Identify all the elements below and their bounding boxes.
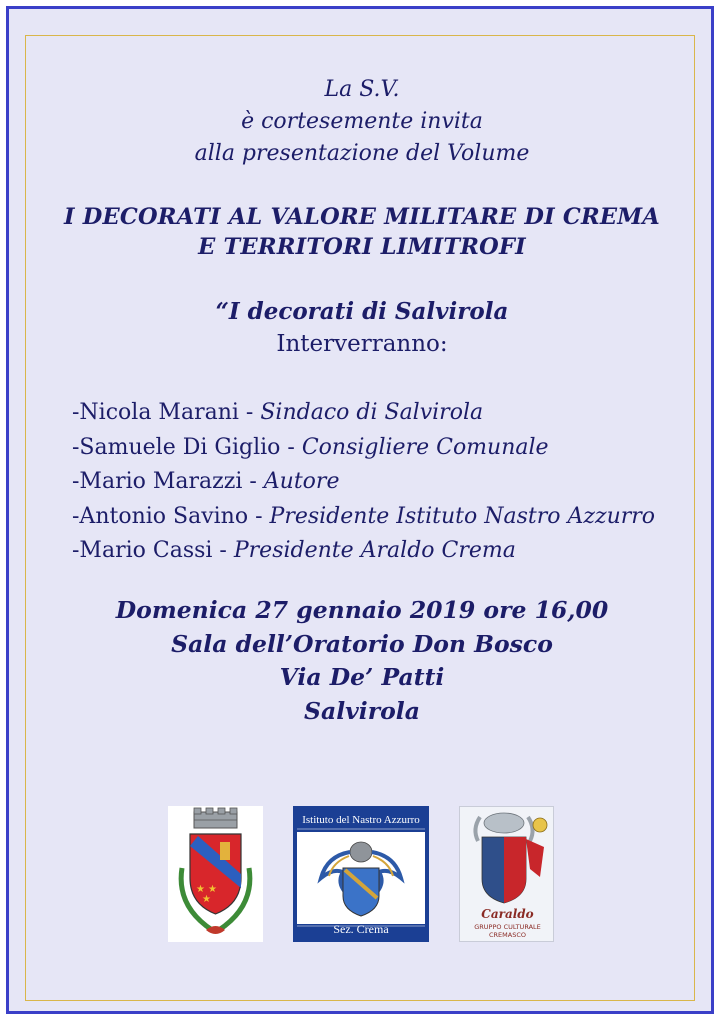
nastro-logo-title: Istituto del Nastro Azzurro (302, 814, 420, 826)
event-details (0, 594, 724, 728)
svg-text:★: ★ (202, 894, 211, 905)
speaker-role: Sindaco di Salvirola (260, 400, 484, 425)
salvirola-coat-of-arms-logo (168, 806, 263, 942)
svg-text:★: ★ (196, 884, 205, 895)
speaker-name: -Nicola Marani - (72, 400, 261, 425)
book-title-line-2: E TERRITORI LIMITROFI (198, 234, 526, 260)
speaker-role: Autore (263, 469, 340, 495)
speaker-row (72, 500, 655, 535)
speaker-role: Presidente Istituto Nastro Azzurro (269, 503, 656, 529)
nastro-logo-section: Sez. Crema (333, 922, 389, 936)
event-venue: Sala dell’Oratorio Don Bosco (171, 629, 553, 658)
event-town: Salvirola (304, 696, 420, 725)
nastro-azzurro-logo (293, 806, 429, 942)
coat-of-arms-icon (168, 806, 263, 942)
speaker-role: Consigliere Comunale (301, 434, 549, 460)
araldo-logo-name: Caraldo (481, 907, 534, 921)
speaker-row (72, 534, 655, 569)
subtitle: “I decorati di Salvirola (215, 298, 509, 325)
araldo-crema-logo (459, 806, 554, 942)
speaker-row (72, 431, 655, 466)
speaker-row (72, 465, 655, 500)
intro-text (0, 74, 724, 170)
speaker-name: -Samuele Di Giglio - (72, 434, 302, 460)
araldo-logo-line-1: GRUPPO CULTURALE (474, 923, 541, 931)
speaker-name: -Mario Cassi - (72, 538, 234, 564)
intro-line-1: La S.V. (324, 77, 400, 102)
event-date: Domenica 27 gennaio 2019 ore 16,00 (115, 596, 609, 624)
book-title-line-1: I DECORATI AL VALORE MILITARE DI CREMA (64, 204, 660, 230)
speakers-heading: Interverranno: (276, 331, 448, 357)
book-title (0, 202, 724, 262)
svg-text:★: ★ (208, 884, 217, 895)
speaker-name: -Mario Marazzi - (72, 469, 264, 495)
araldo-logo-line-2: CREMASCO (489, 931, 526, 939)
intro-line-2: è cortesemente invita (241, 109, 483, 134)
speaker-row (72, 396, 655, 431)
subtitle-block (0, 296, 724, 360)
intro-line-3: alla presentazione del Volume (194, 141, 530, 166)
heraldic-banner-icon (460, 807, 555, 907)
speaker-name: -Antonio Savino - (72, 503, 270, 529)
event-street: Via De’ Patti (279, 663, 445, 691)
speakers-list (72, 396, 655, 569)
speaker-role: Presidente Araldo Crema (233, 538, 516, 564)
